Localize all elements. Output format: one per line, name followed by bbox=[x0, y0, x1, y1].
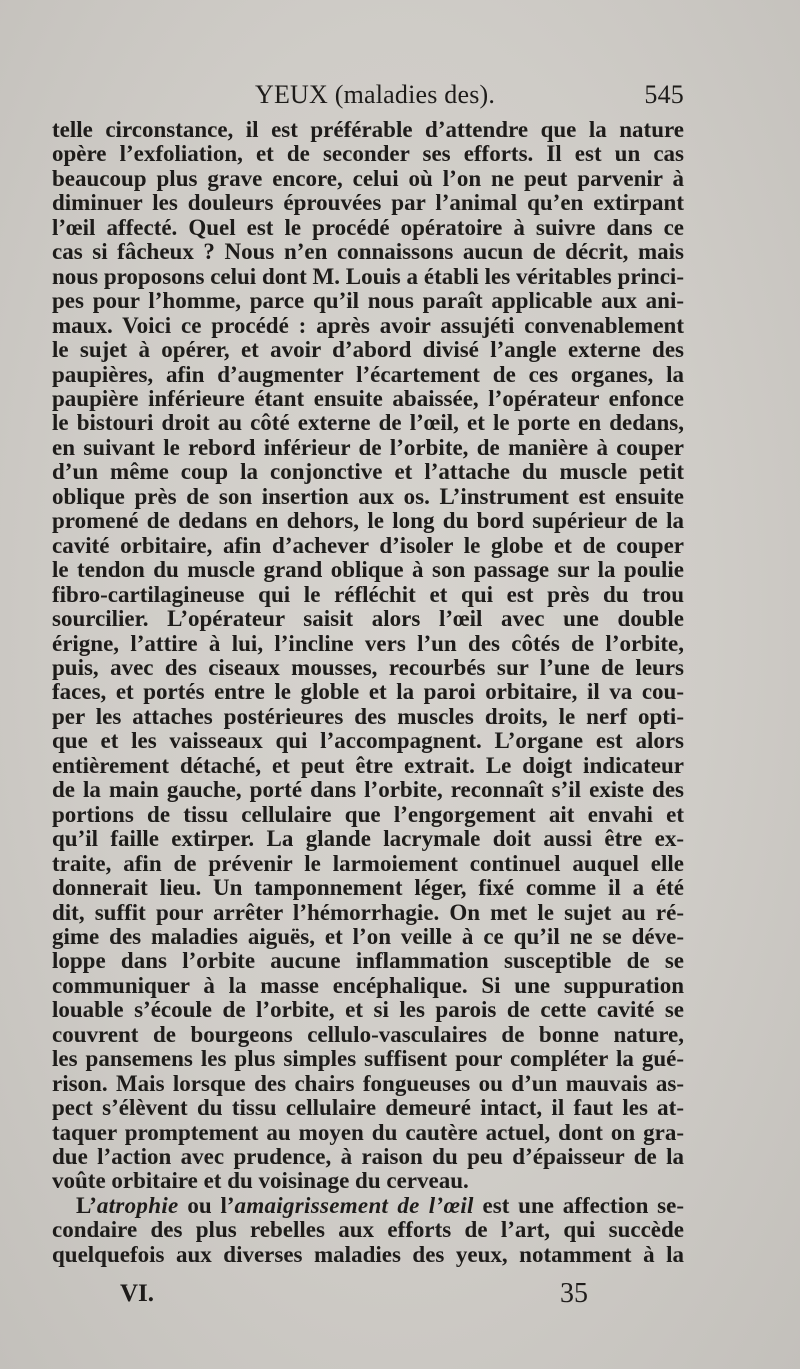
text-line: oblique près de son insertion aux os. L’instrument est ensuite bbox=[52, 484, 684, 509]
page-header bbox=[52, 80, 684, 114]
text-line: qu’il faille extirper. La glande lacrymale doit aussi être ex- bbox=[52, 827, 684, 852]
text-line: cavité orbitaire, afin d’achever d’isoler le globe et de couper bbox=[52, 533, 684, 558]
text-fragment: est une affection se- bbox=[473, 1193, 684, 1218]
text-line: paupières, afin d’augmenter l’écartement de ces organes, la bbox=[52, 362, 684, 387]
text-line: fibro-cartilagineuse qui le réfléchit et qui est près du trou bbox=[52, 582, 684, 607]
text-line: due l’action avec prudence, à raison du peu d’épaisseur de la bbox=[52, 1145, 684, 1170]
text-line: d’un même coup la conjonctive et l’attache du muscle petit bbox=[52, 460, 684, 485]
paragraph bbox=[52, 1194, 684, 1267]
text-line: diminuer les douleurs éprouvées par l’animal qu’en extirpant bbox=[52, 191, 684, 216]
text-line: couvrent de bourgeons cellulo-vasculaires de bonne nature, bbox=[52, 1022, 684, 1047]
text-line: beaucoup plus grave encore, celui où l’on ne peut parvenir à bbox=[52, 166, 684, 191]
text-line: rison. Mais lorsque des chairs fongueuses ou d’un mauvais as- bbox=[52, 1071, 684, 1096]
text-line: que et les vaisseaux qui l’accompagnent. L’organe est alors bbox=[52, 729, 684, 754]
body-text bbox=[52, 118, 684, 1267]
text-line: le bistouri droit au côté externe de l’œil, et le porte en dedans, bbox=[52, 411, 684, 436]
text-line: condaire des plus rebelles aux efforts de l’art, qui succède bbox=[52, 1218, 684, 1243]
signature-number: 35 bbox=[560, 1278, 588, 1309]
text-line: promené de dedans en dehors, le long du bord supérieur de la bbox=[52, 509, 684, 534]
italic-term: atrophie bbox=[96, 1193, 179, 1218]
text-line: le tendon du muscle grand oblique à son passage sur la poulie bbox=[52, 558, 684, 583]
text-line: opère l’exfoliation, et de seconder ses efforts. Il est un cas bbox=[52, 142, 684, 167]
text-line: maux. Voici ce procédé : après avoir assujéti convenablement bbox=[52, 313, 684, 338]
text-line bbox=[52, 1194, 684, 1218]
italic-term: amaigrissement de l’œil bbox=[234, 1193, 474, 1218]
text-line: les pansemens les plus simples suffisent pour compléter la gué- bbox=[52, 1047, 684, 1072]
text-line: voûte orbitaire et du voisinage du cerveau. bbox=[52, 1169, 469, 1194]
text-line: taquer promptement au moyen du cautère actuel, dont on gra- bbox=[52, 1120, 684, 1145]
text-line: louable s’écoule de l’orbite, et si les parois de cette cavité se bbox=[52, 998, 684, 1023]
page-footer bbox=[52, 1278, 684, 1312]
text-line: communiquer à la masse encéphalique. Si une suppuration bbox=[52, 973, 684, 998]
text-line: faces, et portés entre le globle et la paroi orbitaire, il va cou- bbox=[52, 680, 684, 705]
text-line: telle circonstance, il est préférable d’attendre que la nature bbox=[52, 118, 684, 142]
text-line: pes pour l’homme, parce qu’il nous paraît applicable aux ani- bbox=[52, 289, 684, 314]
text-line: puis, avec des ciseaux mousses, recourbés sur l’une de leurs bbox=[52, 655, 684, 680]
text-line: donnerait lieu. Un tamponnement léger, fixé comme il a été bbox=[52, 876, 684, 901]
text-line: nous proposons celui dont M. Louis a établi les véritables princi- bbox=[52, 264, 684, 289]
text-line: l’œil affecté. Quel est le procédé opératoire à suivre dans ce bbox=[52, 215, 684, 240]
text-line: en suivant le rebord inférieur de l’orbite, de manière à couper bbox=[52, 435, 684, 460]
text-line: traite, afin de prévenir le larmoiement continuel auquel elle bbox=[52, 851, 684, 876]
running-title: YEUX (maladies des). bbox=[255, 80, 496, 109]
text-line: cas si fâcheux ? Nous n’en connaissons aucun de décrit, mais bbox=[52, 240, 684, 265]
text-line: érigne, l’attire à lui, l’incline vers l’un des côtés de l’orbite, bbox=[52, 631, 684, 656]
text-line: le sujet à opérer, et avoir d’abord divisé l’angle externe des bbox=[52, 338, 684, 363]
text-line: pect s’élèvent du tissu cellulaire demeuré intact, il faut les at- bbox=[52, 1096, 684, 1121]
signature-mark: VI. bbox=[120, 1280, 155, 1307]
text-line: de la main gauche, porté dans l’orbite, reconnaît s’il existe des bbox=[52, 778, 684, 803]
text-line: portions de tissu cellulaire que l’engorgement ait envahi et bbox=[52, 802, 684, 827]
text-line: gime des maladies aiguës, et l’on veille à ce qu’il ne se déve- bbox=[52, 924, 684, 949]
page-number: 545 bbox=[644, 80, 684, 109]
text-line: loppe dans l’orbite aucune inflammation susceptible de se bbox=[52, 949, 684, 974]
text-line: sourcilier. L’opérateur saisit alors l’œil avec une double bbox=[52, 607, 684, 632]
text-line: per les attaches postérieures des muscles droits, le nerf opti- bbox=[52, 704, 684, 729]
text-line: quelquefois aux diverses maladies des yeux, notamment à la bbox=[52, 1242, 684, 1267]
paragraph bbox=[52, 118, 684, 1194]
text-line: dit, suffit pour arrêter l’hémorrhagie. On met le sujet au ré- bbox=[52, 900, 684, 925]
text-fragment: ou l’ bbox=[178, 1193, 235, 1218]
text-fragment: L’ bbox=[76, 1193, 97, 1218]
text-line: entièrement détaché, et peut être extrait. Le doigt indicateur bbox=[52, 753, 684, 778]
text-line: paupière inférieure étant ensuite abaissée, l’opérateur enfonce bbox=[52, 386, 684, 411]
